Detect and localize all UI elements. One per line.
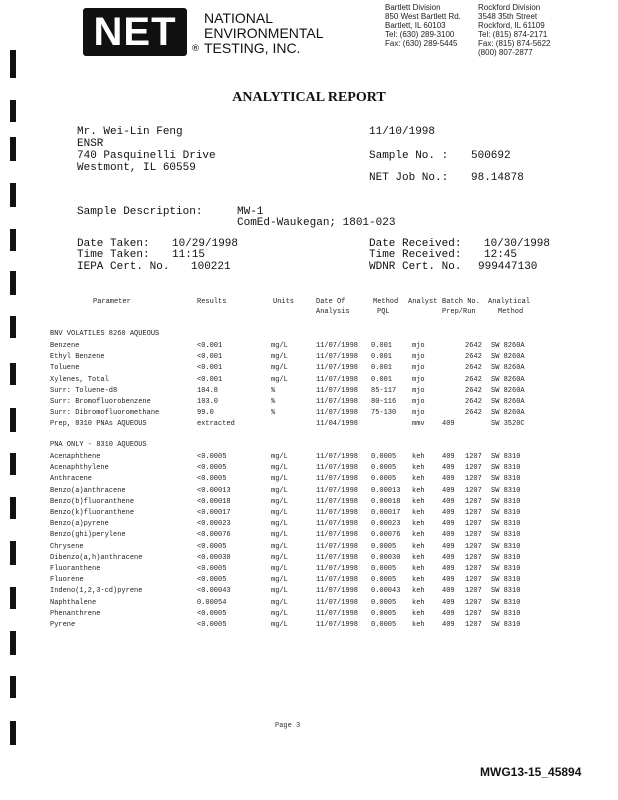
cell-units: % (271, 398, 276, 406)
cell-result: <0.001 (197, 353, 223, 362)
rockford-line: Rockford, IL 61109 (478, 21, 545, 30)
cell-run: 1207 (465, 598, 482, 607)
rockford-line: (800) 807-2877 (478, 48, 533, 57)
sample-description-label: Sample Description: (77, 206, 203, 218)
cell-analyst: keh (412, 621, 425, 629)
cell-parameter: Prep, 8310 PNAs AQUEOUS (50, 420, 147, 429)
job-no-label: NET Job No.: (369, 172, 449, 184)
cell-analyst: keh (412, 520, 425, 529)
cell-analyst: mjo (412, 386, 425, 395)
cell-run: 1207 (465, 509, 482, 517)
cell-units: mg/L (271, 453, 288, 461)
cell-parameter: Pyrene (50, 621, 76, 629)
cell-prep: 409 (442, 486, 455, 495)
cell-run: 1207 (465, 475, 482, 484)
col-header-analytical: Analytical (488, 298, 531, 306)
date-received-value: 10/30/1998 (484, 238, 551, 250)
net-logo (83, 8, 187, 56)
cell-result: <0.00023 (197, 520, 231, 529)
cell-date: 11/07/1998 (316, 531, 359, 540)
client-street: 740 Pasquinelli Drive (77, 150, 216, 162)
cell-result: <0.0005 (197, 576, 227, 585)
cell-run: 1207 (465, 464, 482, 473)
cell-result: <0.001 (197, 364, 223, 373)
cell-units: mg/L (271, 576, 288, 585)
table-row (0, 375, 618, 386)
cell-date: 11/07/1998 (316, 453, 359, 461)
cell-pql: 0.00018 (371, 497, 401, 506)
col-header-method-2: Method (498, 308, 524, 316)
binder-mark (10, 50, 16, 78)
registered-mark: ® (191, 44, 200, 54)
cell-analyst: mjo (412, 342, 425, 350)
cell-date: 11/07/1998 (316, 621, 359, 629)
cell-method: SW 8310 (491, 520, 521, 529)
cell-units: mg/L (271, 621, 288, 629)
cell-units: mg/L (271, 509, 288, 517)
cell-parameter: Benzo(b)fluoranthene (50, 497, 135, 506)
binder-mark (10, 316, 16, 338)
cell-units: mg/L (271, 497, 288, 506)
cell-method: SW 8310 (491, 464, 521, 473)
client-city: Westmont, IL 60559 (77, 162, 196, 174)
cell-result: <0.0005 (197, 609, 227, 618)
wdnr-label: WDNR Cert. No. (369, 261, 462, 273)
cell-method: SW 8310 (491, 598, 521, 607)
cell-date: 11/07/1998 (316, 353, 359, 362)
cell-units: mg/L (271, 375, 288, 384)
cell-date: 11/07/1998 (316, 598, 359, 607)
table-row (0, 497, 618, 508)
cell-prep: 409 (442, 565, 455, 573)
cell-parameter: Indeno(1,2,3-cd)pyrene (50, 587, 143, 596)
cell-units: mg/L (271, 364, 288, 373)
binder-mark (10, 229, 16, 251)
company-name-line-3: TESTING, INC. (204, 40, 301, 56)
cell-method: SW 8310 (491, 509, 521, 517)
cell-method: SW 8310 (491, 486, 521, 495)
cell-units: mg/L (271, 531, 288, 540)
col-header-prep-run: Prep/Run (442, 308, 476, 316)
cell-result: <0.001 (197, 375, 223, 384)
date-taken-label: Date Taken: (77, 238, 150, 250)
cell-run: 1207 (465, 576, 482, 585)
rockford-line: 3548 35th Street (478, 12, 538, 21)
cell-prep: 409 (442, 587, 455, 596)
table-row (0, 474, 618, 485)
cell-date: 11/07/1998 (316, 565, 359, 573)
table-row (0, 363, 618, 374)
cell-parameter: Benzo(ghi)perylene (50, 531, 126, 540)
company-name-line-1: NATIONAL (204, 10, 273, 26)
cell-units: % (271, 386, 276, 395)
table-row (0, 586, 618, 597)
cell-method: SW 8310 (491, 609, 521, 618)
cell-prep: 409 (442, 621, 455, 629)
cell-analyst: mjo (412, 409, 425, 418)
cell-method: SW 8310 (491, 542, 521, 551)
binder-mark (10, 183, 16, 207)
cell-run: 1207 (465, 453, 482, 461)
table-row (0, 564, 618, 575)
table-row (0, 408, 618, 419)
cell-result: 99.0 (197, 409, 214, 418)
cell-method: SW 8260A (491, 375, 525, 384)
cell-date: 11/07/1998 (316, 398, 359, 406)
cell-units: mg/L (271, 486, 288, 495)
table-row (0, 419, 618, 430)
cell-run: 1207 (465, 587, 482, 596)
cell-date: 11/07/1998 (316, 386, 359, 395)
cell-method: SW 8260A (491, 342, 525, 350)
cell-prep: 409 (442, 464, 455, 473)
cell-method: SW 8260A (491, 364, 525, 373)
client-name: Mr. Wei-Lin Feng (77, 126, 183, 138)
cell-analyst: keh (412, 486, 425, 495)
cell-run: 2642 (465, 375, 482, 384)
cell-parameter: Naphthalene (50, 598, 97, 607)
cell-prep: 409 (442, 509, 455, 517)
time-received-label: Time Received: (369, 249, 462, 261)
cell-parameter: Fluoranthene (50, 565, 101, 573)
section-title-pna: PNA ONLY - 8310 AQUEOUS (50, 441, 147, 449)
cell-result: <0.00013 (197, 486, 231, 495)
cell-parameter: Surr: Toluene-d8 (50, 386, 118, 395)
iepa-label: IEPA Cert. No. (77, 261, 170, 273)
cell-result: <0.00030 (197, 553, 231, 562)
cell-run: 1207 (465, 486, 482, 495)
cell-parameter: Benzo(a)anthracene (50, 486, 126, 495)
cell-result: <0.00017 (197, 509, 231, 517)
sample-no-label: Sample No. : (369, 150, 449, 162)
cell-method: SW 8310 (491, 453, 521, 461)
cell-analyst: keh (412, 598, 425, 607)
rockford-line: Fax: (815) 874-5622 (478, 39, 551, 48)
cell-method: SW 8310 (491, 621, 521, 629)
cell-parameter: Surr: Dibromofluoromethane (50, 409, 160, 418)
cell-date: 11/07/1998 (316, 553, 359, 562)
cell-result: <0.0005 (197, 542, 227, 551)
cell-parameter: Acenaphthene (50, 453, 101, 461)
cell-pql: 0.0005 (371, 598, 397, 607)
cell-pql: 0.0005 (371, 542, 397, 551)
table-row (0, 598, 618, 609)
cell-result: <0.0005 (197, 475, 227, 484)
cell-prep: 409 (442, 576, 455, 585)
cell-date: 11/07/1998 (316, 542, 359, 551)
cell-method: SW 8310 (491, 497, 521, 506)
bartlett-line: Tel: (630) 289-3100 (385, 30, 455, 39)
table-row (0, 463, 618, 474)
cell-parameter: Benzo(a)pyrene (50, 520, 109, 529)
cell-method: SW 3520C (491, 420, 525, 429)
table-row (0, 452, 618, 463)
time-taken-value: 11:15 (172, 249, 206, 261)
cell-run: 2642 (465, 342, 482, 350)
cell-units: mg/L (271, 342, 288, 350)
cell-analyst: mjo (412, 364, 425, 373)
binder-mark (10, 137, 16, 161)
cell-analyst: keh (412, 576, 425, 585)
col-header-results: Results (197, 298, 227, 306)
cell-pql: 0.0005 (371, 609, 397, 618)
cell-run: 2642 (465, 409, 482, 418)
cell-date: 11/07/1998 (316, 587, 359, 596)
cell-run: 1207 (465, 531, 482, 540)
cell-parameter: Anthracene (50, 475, 93, 484)
cell-units: mg/L (271, 565, 288, 573)
cell-method: SW 8310 (491, 531, 521, 540)
logo-text: NET (93, 10, 177, 54)
cell-parameter: Xylenes, Total (50, 375, 109, 384)
cell-date: 11/07/1998 (316, 497, 359, 506)
cell-prep: 409 (442, 553, 455, 562)
cell-pql: 0.0005 (371, 621, 397, 629)
cell-pql: 0.00076 (371, 531, 401, 540)
cell-run: 1207 (465, 520, 482, 529)
date-received-label: Date Received: (369, 238, 462, 250)
cell-parameter: Toluene (50, 364, 80, 373)
sample-description-line-1: MW-1 (237, 206, 264, 218)
table-row (0, 609, 618, 620)
date-taken-value: 10/29/1998 (172, 238, 239, 250)
cell-analyst: mmv (412, 420, 425, 429)
cell-date: 11/07/1998 (316, 520, 359, 529)
cell-date: 11/07/1998 (316, 375, 359, 384)
cell-run: 2642 (465, 386, 482, 395)
cell-method: SW 8310 (491, 475, 521, 484)
cell-prep: 409 (442, 497, 455, 506)
table-row (0, 341, 618, 352)
cell-pql: 0.001 (371, 342, 393, 350)
bartlett-line: Fax: (630) 289-5445 (385, 39, 458, 48)
cell-units: mg/L (271, 598, 288, 607)
cell-units: mg/L (271, 553, 288, 562)
cell-run: 1207 (465, 553, 482, 562)
report-date: 11/10/1998 (369, 126, 436, 138)
cell-date: 11/07/1998 (316, 609, 359, 618)
cell-prep: 409 (442, 531, 455, 540)
time-received-value: 12:45 (484, 249, 518, 261)
cell-analyst: keh (412, 542, 425, 551)
cell-result: 103.0 (197, 398, 219, 406)
table-row (0, 575, 618, 586)
section-title-volatiles: BNV VOLATILES 8260 AQUEOUS (50, 330, 160, 338)
sample-no-value: 500692 (471, 150, 511, 162)
table-row (0, 553, 618, 564)
cell-result: <0.0005 (197, 565, 227, 573)
binder-mark (10, 676, 16, 698)
cell-result: <0.0005 (197, 621, 227, 629)
col-header-analyst: Analyst (408, 298, 438, 306)
cell-units: mg/L (271, 464, 288, 473)
table-row (0, 397, 618, 408)
col-header-units: Units (273, 298, 295, 306)
cell-method: SW 8260A (491, 353, 525, 362)
cell-result: <0.001 (197, 342, 223, 350)
cell-date: 11/07/1998 (316, 576, 359, 585)
cell-parameter: Fluorene (50, 576, 84, 585)
col-header-date-of: Date Of (316, 298, 346, 306)
cell-method: SW 8310 (491, 587, 521, 596)
cell-run: 2642 (465, 364, 482, 373)
table-row (0, 519, 618, 530)
table-row (0, 508, 618, 519)
cell-date: 11/07/1998 (316, 486, 359, 495)
cell-result: 0.00054 (197, 598, 227, 607)
iepa-value: 100221 (191, 261, 231, 273)
cell-date: 11/07/1998 (316, 509, 359, 517)
binder-mark (10, 271, 16, 295)
cell-run: 1207 (465, 565, 482, 573)
cell-prep: 409 (442, 453, 455, 461)
cell-pql: 0.00013 (371, 486, 401, 495)
cell-analyst: mjo (412, 353, 425, 362)
cell-run: 2642 (465, 353, 482, 362)
cell-pql: 0.0005 (371, 475, 397, 484)
table-row (0, 386, 618, 397)
rockford-address (478, 3, 551, 57)
rockford-line: Tel: (815) 874-2171 (478, 30, 548, 39)
cell-method: SW 8260A (491, 398, 525, 406)
cell-prep: 409 (442, 520, 455, 529)
binder-mark (10, 721, 16, 745)
cell-analyst: keh (412, 553, 425, 562)
cell-method: SW 8260A (491, 386, 525, 395)
cell-analyst: mjo (412, 375, 425, 384)
company-name-line-2: ENVIRONMENTAL (204, 25, 324, 41)
cell-pql: 80-116 (371, 398, 397, 406)
cell-date: 11/07/1998 (316, 409, 359, 418)
bartlett-line: Bartlett, IL 60103 (385, 21, 446, 30)
binder-mark (10, 631, 16, 655)
cell-result: <0.0005 (197, 453, 227, 461)
cell-prep: 409 (442, 542, 455, 551)
bartlett-address (385, 3, 461, 48)
cell-parameter: Benzo(k)fluoranthene (50, 509, 135, 517)
cell-analyst: keh (412, 497, 425, 506)
col-header-pql: PQL (377, 308, 390, 316)
cell-pql: 0.0005 (371, 453, 397, 461)
cell-method: SW 8310 (491, 553, 521, 562)
cell-parameter: Phenanthrene (50, 609, 101, 618)
cell-analyst: keh (412, 609, 425, 618)
table-row (0, 620, 618, 631)
cell-result: 104.8 (197, 386, 219, 395)
cell-prep: 409 (442, 475, 455, 484)
cell-result: <0.0005 (197, 464, 227, 473)
page-number: Page 3 (275, 722, 301, 730)
cell-pql: 0.001 (371, 353, 393, 362)
cell-pql: 0.00023 (371, 520, 401, 529)
cell-run: 1207 (465, 621, 482, 629)
cell-pql: 0.00017 (371, 509, 401, 517)
cell-units: mg/L (271, 520, 288, 529)
cell-result: <0.00043 (197, 587, 231, 596)
report-title: ANALYTICAL REPORT (232, 90, 386, 105)
job-no-value: 98.14878 (471, 172, 524, 184)
cell-analyst: keh (412, 475, 425, 484)
cell-method: SW 8260A (491, 409, 525, 418)
cell-result: <0.00076 (197, 531, 231, 540)
cell-analyst: keh (412, 453, 425, 461)
col-header-method: Method (373, 298, 399, 306)
cell-analyst: keh (412, 565, 425, 573)
cell-prep: 409 (442, 609, 455, 618)
cell-date: 11/07/1998 (316, 464, 359, 473)
cell-pql: 0.0005 (371, 565, 397, 573)
rockford-line: Rockford Division (478, 3, 541, 12)
cell-pql: 0.00030 (371, 553, 401, 562)
cell-pql: 0.001 (371, 375, 393, 384)
cell-run: 1207 (465, 542, 482, 551)
cell-analyst: keh (412, 531, 425, 540)
bartlett-line: 850 West Bartlett Rd. (385, 12, 461, 21)
client-company: ENSR (77, 138, 104, 150)
table-row (0, 542, 618, 553)
cell-date: 11/07/1998 (316, 364, 359, 373)
cell-run: 1207 (465, 609, 482, 618)
cell-result: <0.00018 (197, 497, 231, 506)
table-row (0, 352, 618, 363)
cell-method: SW 8310 (491, 576, 521, 585)
cell-prep: 409 (442, 598, 455, 607)
cell-run: 1207 (465, 497, 482, 506)
cell-units: mg/L (271, 542, 288, 551)
bartlett-line: Bartlett Division (385, 3, 441, 12)
cell-parameter: Chrysene (50, 542, 84, 551)
cell-parameter: Dibenzo(a,h)anthracene (50, 553, 143, 562)
cell-pql: 85-117 (371, 386, 397, 395)
table-row (0, 530, 618, 541)
cell-date: 11/04/1998 (316, 420, 359, 429)
cell-parameter: Ethyl Benzene (50, 353, 105, 362)
cell-prep: 409 (442, 420, 455, 429)
cell-date: 11/07/1998 (316, 342, 359, 350)
cell-analyst: keh (412, 509, 425, 517)
cell-pql: 75-130 (371, 409, 397, 418)
col-header-batch-no: Batch No. (442, 298, 480, 306)
cell-run: 2642 (465, 398, 482, 406)
time-taken-label: Time Taken: (77, 249, 150, 261)
wdnr-value: 999447130 (478, 261, 538, 273)
cell-parameter: Acenaphthylene (50, 464, 109, 473)
cell-units: mg/L (271, 587, 288, 596)
col-header-analysis: Analysis (316, 308, 350, 316)
sample-description-line-2: ComEd-Waukegan; 1801-023 (237, 217, 396, 229)
cell-result: extracted (197, 420, 235, 429)
cell-method: SW 8310 (491, 565, 521, 573)
cell-units: mg/L (271, 475, 288, 484)
cell-parameter: Benzene (50, 342, 80, 350)
table-row (0, 486, 618, 497)
cell-units: mg/L (271, 609, 288, 618)
cell-parameter: Surr: Bromofluorobenzene (50, 398, 151, 406)
cell-units: % (271, 409, 276, 418)
cell-date: 11/07/1998 (316, 475, 359, 484)
col-header-parameter: Parameter (93, 298, 131, 306)
cell-pql: 0.0005 (371, 576, 397, 585)
cell-analyst: mjo (412, 398, 425, 406)
cell-pql: 0.0005 (371, 464, 397, 473)
cell-analyst: keh (412, 464, 425, 473)
document-id: MWG13-15_45894 (480, 765, 582, 779)
cell-analyst: keh (412, 587, 425, 596)
cell-pql: 0.00043 (371, 587, 401, 596)
cell-units: mg/L (271, 353, 288, 362)
cell-pql: 0.001 (371, 364, 393, 373)
